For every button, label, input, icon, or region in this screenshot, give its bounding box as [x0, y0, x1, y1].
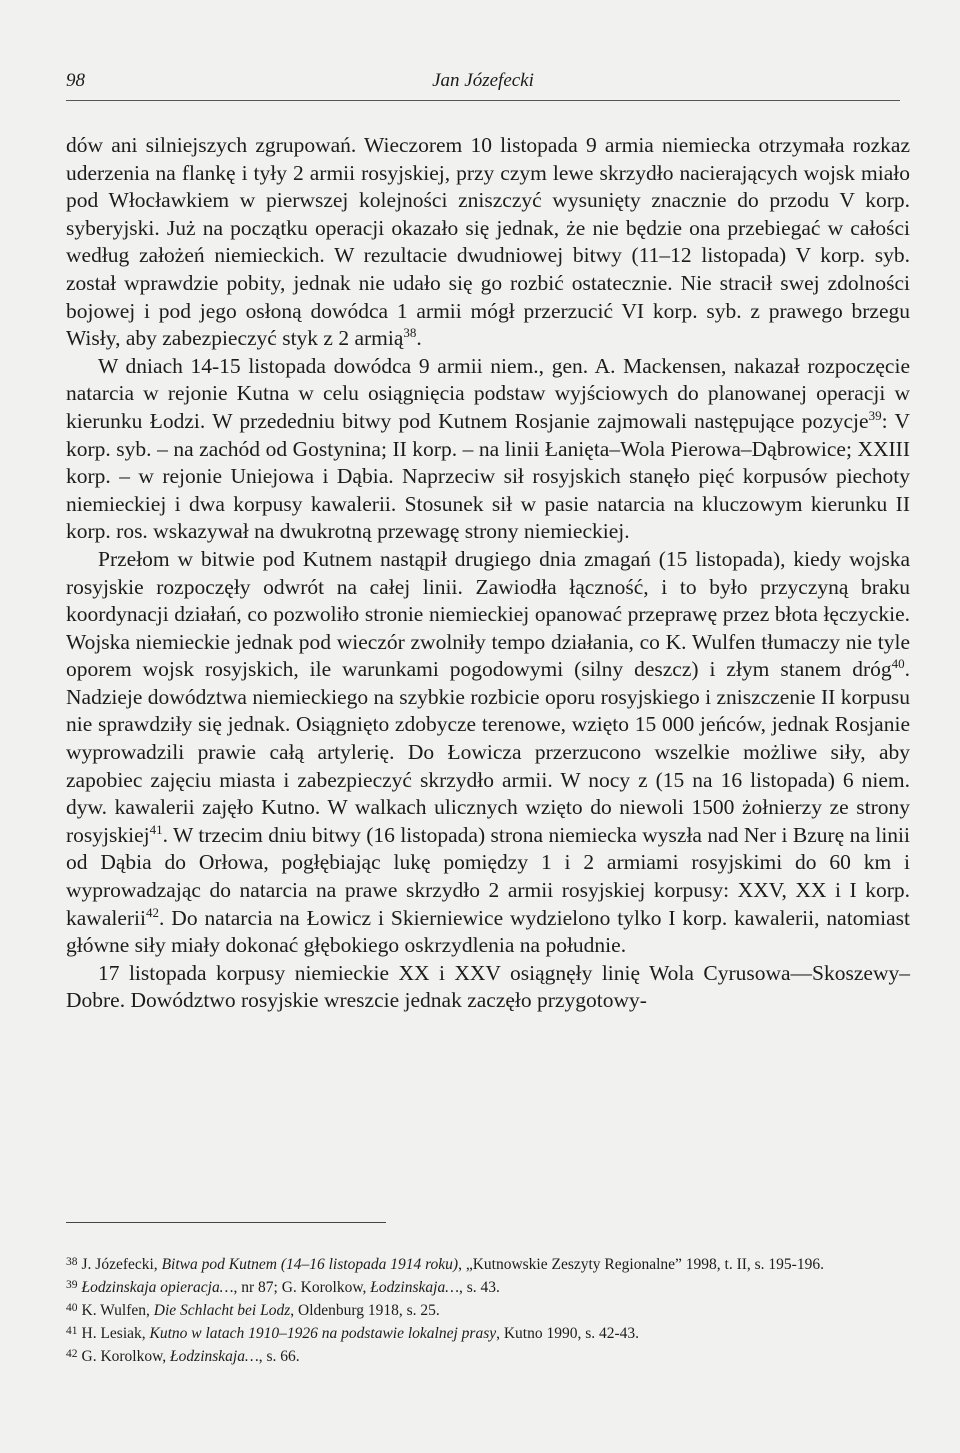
- footnotes: [66, 1252, 910, 1367]
- header-rule: [66, 100, 900, 101]
- footnote-ref: 41: [149, 821, 163, 837]
- footnote-ref: 38: [403, 325, 417, 341]
- running-header: [66, 70, 900, 98]
- footnote-ref: 39: [868, 407, 882, 423]
- running-head-author: Jan Józefecki: [432, 70, 534, 91]
- page-number: 98: [66, 70, 85, 91]
- paragraph: W dniach 14-15 listopada dowódca 9 armii niem., gen. A. Mackensen, nakazał rozpoczęcie natarcia w rejonie Kutna w celu osiągnięcia podstaw wyjściowych do planowanej operacji w kierunku Łodzi. W przededniu bitwy pod Kutnem Rosjanie zajmowali następujące pozycje$^{39}$: V korp. syb. – na zachód od Gostynina; II korp. – na linii Łanięta–Wola Pierowa–Dąbrowice; XXIII korp. – w rejonie Uniejowa i Dąbia. Naprzeciw sił rosyjskich stanęło pięć korpusów piechoty niemieckiej i dwa korpusy kawalerii. Stosunek sił w pasie natarcia na kluczowym kierunku II korp. ros. wskazywał na dwukrotną przewagę strony niemieckiej.: [66, 353, 910, 544]
- footnote-ref: 40: [891, 656, 905, 672]
- footnote-separator: [66, 1222, 386, 1223]
- footnote: $^{40}$ K. Wulfen, Die Schlacht bei Lodz, Oldenburg 1918, s. 25.: [66, 1302, 440, 1319]
- footnote: $^{42}$ G. Korolkow, Łodzinskaja…, s. 66.: [66, 1348, 300, 1365]
- footnote: $^{41}$ H. Lesiak, Kutno w latach 1910–1926 na podstawie lokalnej prasy, Kutno 1990, s. 42-43.: [66, 1325, 640, 1342]
- footnote: $^{39}$ Łodzinskaja opieracja…, nr 87; G. Korolkow, Łodzinskaja…, s. 43.: [66, 1279, 500, 1296]
- paragraph: 17 listopada korpusy niemieckie XX i XXV osiągnęły linię Wola Cyrusowa––Skoszewy–Dobre. Dowództwo rosyjskie wreszcie jednak zaczęło przygotowy-: [66, 960, 910, 1013]
- main-text: [66, 132, 910, 1015]
- footnote: $^{38}$ J. Józefecki, Bitwa pod Kutnem (14–16 listopada 1914 roku), „Kutnowskie Zeszyty Regionalne” 1998, t. II, s. 195-196.: [66, 1256, 824, 1273]
- paragraph: Przełom w bitwie pod Kutnem nastąpił drugiego dnia zmagań (15 listopada), kiedy wojska rosyjskie rozpoczęły odwrót na całej linii. Zawiodła łączność, i to było przyczyną braku koordynacji działań, co pozwoliło stronie niemieckiej opanować przeprawę przez błota łęczyckie. Wojska niemieckie jednak pod wieczór zwolniły tempo działania, co K. Wulfen tłumaczy nie tyle oporem wojsk rosyjskich, ile warunkami pogodowymi (silny deszcz) i złym stanem dróg$^{40}$. Nadzieje dowództwa niemieckiego na szybkie rozbicie oporu rosyjskiego i zniszczenie II korpusu nie sprawdziły się jednak. Osiągnięto zdobycze terenowe, wzięto 15 000 jeńców, jednak Rosjanie wyprowadzili prawie całą artylerię. Do Łowicza przerzucono wszelkie możliwe siły, aby zapobiec zajęciu miasta i zabezpieczyć skrzydło armii. W nocy z (15 na 16 listopada) 6 niem. dyw. kawalerii zajęło Kutno. W walkach ulicznych wzięto do niewoli 1500 żołnierzy ze strony rosyjskiej$^{41}$. W trzecim dniu bitwy (16 listopada) strona niemiecka wyszła nad Ner i Bzurę na linii od Dąbia do Orłowa, pogłębiając lukę pomiędzy 1 i 2 armiami rosyjskimi do 60 km i wyprowadzając do natarcia na prawe skrzydło 2 armii rosyjskiej korpusy: XXV, XX i I korp. kawalerii$^{42}$. Do natarcia na Łowicz i Skierniewice wydzielono tylko I korp. kawalerii, natomiast główne siły miały dokonać głębokiego oskrzydlenia na południe.: [66, 546, 910, 958]
- footnote-ref: 42: [146, 904, 159, 920]
- paragraph: dów ani silniejszych zgrupowań. Wieczorem 10 listopada 9 armia niemiecka otrzymała rozkaz uderzenia na flankę i tyły 2 armii rosyjskiej, przy czym lewe skrzydło nacierających wojsk miało pod Włocławkiem w pierwszej kolejności zniszczyć wysunięty znacznie do przodu V korp. syberyjski. Już na początku operacji okazało się jednak, że nie będzie ona przebiegać w całości według założeń niemieckich. W rezultacie dwudniowej bitwy (11–12 listopada) V korp. syb. został wprawdzie pobity, jednak nie udało się go rozbić ostatecznie. Nie stracił swej zdolności bojowej i pod jego osłoną dowódca 1 armii mógł przerzucić VI korp. syb. z prawego brzegu Wisły, aby zabezpieczyć styk z 2 armią$^{38}$.: [66, 133, 910, 351]
